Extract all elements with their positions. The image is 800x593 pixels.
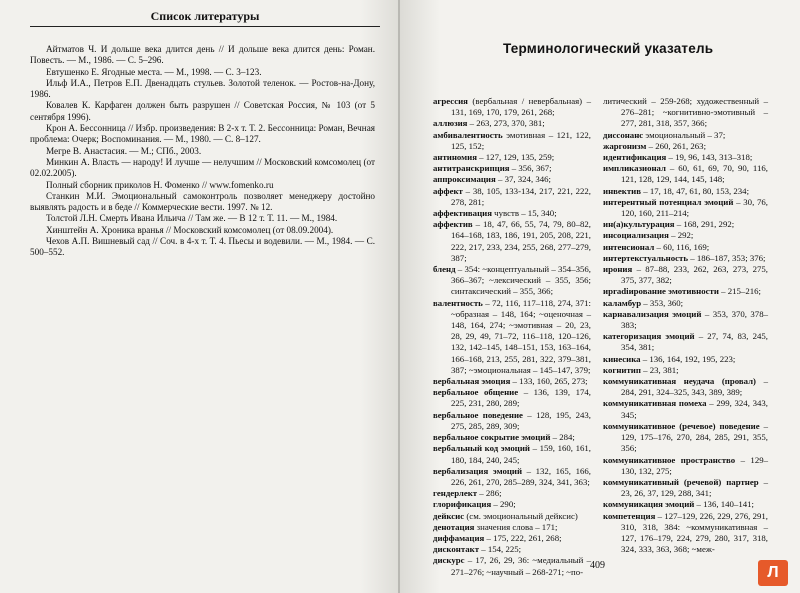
index-pages: – 60, 116, 169; [654,241,710,252]
index-pages: – 132, 165, 166, 226, 261, 270, 285–289, 324, 341, 363; [451,465,591,487]
index-term: когнитип [603,364,641,375]
reference-entry: Ковалев К. Карфаген должен быть разрушен // Советская Россия, № 103 (от 5 сентября 1996). [30,100,375,122]
index-entry [433,298,591,376]
index-term: дисконтакт [433,544,480,555]
publisher-logo-icon: Л [758,560,788,586]
index-pages: – 133, 160, 265, 273; [510,376,588,387]
index-pages: эмотивная – 121, 122, 125, 152; [451,129,591,151]
index-pages: – 284, 291, 324–325, 343, 389, 389; [621,376,768,398]
index-entry [433,544,591,555]
index-pages: – 19, 96, 143, 313–318; [666,152,753,163]
index-term: идентификация [603,152,667,163]
index-term: коммуникативная помеха [603,398,707,409]
index-term: аффект [433,185,463,196]
index-entry [603,298,768,309]
index-entry [603,96,768,130]
index-entry [433,522,591,533]
index-term: валентность [433,297,483,308]
index-entry [603,477,768,499]
index-pages: – 284; [550,432,575,443]
index-pages: – 127, 129, 135, 259; [476,152,555,163]
index-pages: – 27, 74, 83, 245, 354, 381; [621,331,768,353]
index-term: ирония [603,264,633,275]
index-entry [433,555,591,577]
reference-entry: Чехов А.П. Вишневый сад // Соч. в 4-х т. Т. 4. Пьесы и водевили. — М., 1984. — С. 500–552. [30,236,375,258]
index-entry [603,219,768,230]
index-entry [603,455,768,477]
index-entry [603,331,768,353]
index-entry [603,197,768,219]
index-entry [603,130,768,141]
index-entry [433,174,591,185]
page-number: 409 [590,560,605,571]
index-entry [433,186,591,208]
reference-entry: Мегре В. Анастасия. — М.; СПб., 2003. [46,145,202,156]
index-term: карнавализация эмоций [603,308,702,319]
index-pages: – 215–216; [718,286,761,297]
index-term: кинесика [603,353,641,364]
reference-entry: Хинштейн А. Хроника вранья // Московский комсомолец (от 08.09.2004). [46,224,334,235]
index-term: каламбур [603,297,642,308]
index-pages: – 17, 26, 29, 36: ~медиальный – 271–276; ~научный – 268-271; ~по- [451,555,591,577]
index-entry [433,533,591,544]
index-pages: – 60, 61, 69, 70, 90, 116, 121, 128, 129, 144, 145, 148; [621,163,768,185]
index-term: аппроксимация [433,174,496,185]
index-pages: – 17, 18, 47, 61, 80, 153, 234; [641,185,750,196]
index-entry [603,365,768,376]
index-term: аффектив [433,219,473,230]
index-term: ин(а)культурация [603,219,675,230]
index-entry [603,286,768,297]
index-entry [603,186,768,197]
index-pages: значения слова – 171; [474,521,558,532]
index-term: коммуникативный (речевой) партнер [603,476,759,487]
index-pages: – 23, 26, 37, 129, 288, 341; [621,476,768,499]
index-term: дискурс [433,555,465,566]
index-term: жаргонизм [603,140,647,151]
index-pages: – 353, 360; [641,297,684,308]
index-entry [603,253,768,264]
index-term: коммуникативное (речевое) поведение [603,420,760,431]
index-entry [603,354,768,365]
index-entry [603,511,768,556]
index-pages: – 263, 273, 370, 381; [467,118,545,129]
index-title: Терминологический указатель [503,41,714,56]
reference-entry: Крон А. Бессонница // Избр. произведения: В 2-х т. Т. 2. Бессонница: Роман, Вечная проблема: Очерк; Воспоминания. — М., 1980. — С. 8–127. [30,123,375,145]
index-term: вербальное общение [433,387,519,398]
index-term: коммуникация эмоций [603,499,695,510]
index-pages: – 72, 116, 117–118, 274, 371: ~образная – 148, 164; ~оценочная – 148, 164, 274; ~эмотивная – 20, 23, 28, 29, 49, 71–72, 116–118, 120–126, 132, 142–145, 148–151, 153, 163–164, 166–168, 213, 255, 281, 322, 379–381, 387; ~эмоциональная – 145–147, 379; [451,297,591,375]
index-term: бленд [433,264,456,275]
index-entry [433,219,591,264]
index-term: инсоциализация [603,230,669,241]
index-pages: – 175, 222, 261, 268; [484,532,562,543]
index-entry [433,163,591,174]
index-term: интерентный потенциал эмоций [603,196,734,207]
index-pages: (вербальная / невербальная) – 131, 169, 170, 179, 261, 268; [451,96,591,118]
index-entry [603,309,768,331]
index-entry [433,264,591,298]
index-column-right [603,96,768,555]
index-term: вербальное поведение [433,409,523,420]
index-entry [603,163,768,185]
index-pages: – 186–187, 353; 376; [688,252,766,263]
index-term: инвектив [603,185,642,196]
index-entry [433,410,591,432]
index-entry [433,387,591,409]
index-entry [603,230,768,241]
index-pages: – 260, 261, 263; [646,140,707,151]
index-term: ирradiирование эмотивности [603,286,719,297]
index-entry [433,488,591,499]
index-pages: – 129–130, 132, 275; [621,454,769,476]
index-term: коммуникативная неудача (провал) [603,376,756,387]
index-pages: – 128, 195, 243, 275, 285, 289, 309; [451,409,591,431]
index-term: коммуникативное пространство [603,454,736,465]
reference-entry: Станкин М.И. Эмоциональный самоконтроль позволяет менеджеру достойно выявлять радость и в беде // Коммерческие вести. 1997. № 12. [30,190,375,213]
index-pages: – 356, 367; [509,163,552,174]
index-term: вербальное сокрытие эмоций [433,432,551,443]
index-entry [433,511,591,522]
reference-entry: Толстой Л.Н. Смерть Ивана Ильича // Там же. — В 12 т. Т. 11. — М., 1984. [46,213,338,224]
reference-entry: Айтматов Ч. И дольше века длится день // И дольше века длится день: Роман. Повесть. — М., 1986. — С. 5–296. [30,44,375,66]
index-term: амбивалентность [433,129,503,140]
index-entry [603,376,768,398]
index-entry [433,376,591,387]
index-term: антиномия [433,152,477,163]
index-term: глорификация [433,499,492,510]
index-entry [433,466,591,488]
index-pages: – 30, 76, 120, 160, 211–214; [621,196,768,219]
index-term: аффективация [433,208,492,219]
reference-entry: Полный сборник приколов Н. Фоменко // www.fomenko.ru [46,179,274,190]
index-entry [433,152,591,163]
index-entry [433,118,591,129]
index-pages: литический – 259-268; художественный – 276–281; ~когнитивно-эмотивный – 277, 281, 318, 357, 366; [603,96,768,129]
index-term: вербальный код эмоций [433,443,530,454]
index-pages: – 136, 164, 192, 195, 223; [640,353,736,364]
index-entry [433,96,591,118]
index-pages: – 353, 370, 378–383; [621,308,768,331]
index-term: импликазионал [603,163,666,174]
index-entry [603,152,768,163]
index-term: гендерлект [433,488,478,499]
running-head: Список литературы [30,6,380,27]
index-term: денотация [433,521,475,532]
index-term: вербализация эмоций [433,465,523,476]
index-pages: чувств – 15, 340; [491,208,557,219]
index-term: диффамация [433,532,485,543]
index-term: интенсионал [603,241,655,252]
index-pages: – 18, 47, 66, 55, 74, 79, 80–82, 164–168, 183, 186, 191, 205, 208, 221, 222, 217, 233, 234, 255, 268, 277–279, 387; [451,219,591,263]
index-pages: – 154, 225; [479,544,522,555]
index-term: дейксис [433,510,465,521]
index-pages: – 299, 324, 343, 345; [621,398,768,420]
index-entry [603,242,768,253]
index-entry [433,432,591,443]
index-column-left [433,96,591,578]
index-entry [603,141,768,152]
index-term: вербальная эмоция [433,376,511,387]
index-pages: – 136, 139, 174, 225, 231, 280, 289; [451,387,591,409]
index-term: антитранскрипция [433,163,510,174]
index-pages: – 23, 381; [640,364,679,375]
index-pages: – 354: ~концептуальный – 354–356, 366–367; ~лексический – 355, 356; синтаксический – 355, 366; [451,264,591,297]
index-term: диссонанс [603,129,644,140]
index-pages: – 38, 105, 133-134, 217, 221, 222, 278, 281; [451,185,591,207]
index-entry [603,421,768,455]
index-pages: – 87–88, 233, 262, 263, 273, 275, 375, 377, 382; [621,264,768,286]
index-pages: – 286; [477,488,502,499]
index-term: интертекстуальность [603,252,689,263]
index-pages: – 168, 291, 292; [674,219,735,230]
index-entry [433,208,591,219]
index-pages: – 292; [668,230,694,241]
index-pages: эмоциональный – 37; [643,129,726,140]
reference-entry: Минкин А. Власть — народу! И лучше — нелучшим // Московский комсомолец (от 02.02.2005). [30,156,375,179]
index-pages: – 159, 160, 161, 180, 184, 240, 245; [451,443,591,465]
index-pages: – 127–129, 226, 229, 276, 291, 310, 318, 384: ~коммуникативная – 127, 176–179, 224, 279, 280, 317, 318, 324, 333, 363, 368; ~меж- [621,510,768,555]
index-pages: (см. эмоциональный дейксис) [464,510,578,521]
index-pages: – 37, 324, 346; [495,174,551,185]
reference-list [30,44,375,259]
index-term: агрессия [433,96,468,106]
reference-entry: Ильф И.А., Петров Е.П. Двенадцать стульев. Золотой теленок. — Ростов-на-Дону, 1986. [30,77,375,100]
index-entry [603,264,768,286]
index-entry [433,499,591,510]
index-pages: – 136, 140–141; [694,499,754,510]
index-term: категоризация эмоций [603,331,695,342]
index-entry [433,130,591,152]
index-entry [603,398,768,420]
index-entry [603,499,768,510]
index-term: аллюзия [433,118,468,129]
reference-entry: Евтушенко Е. Ягодные места. — М., 1998. — С. 3–123. [46,66,262,77]
index-pages: – 129, 175–176, 270, 284, 285, 291, 355, 356; [621,420,768,454]
index-entry [433,443,591,465]
index-pages: – 290; [491,499,516,510]
index-term: компетенция [603,510,656,521]
